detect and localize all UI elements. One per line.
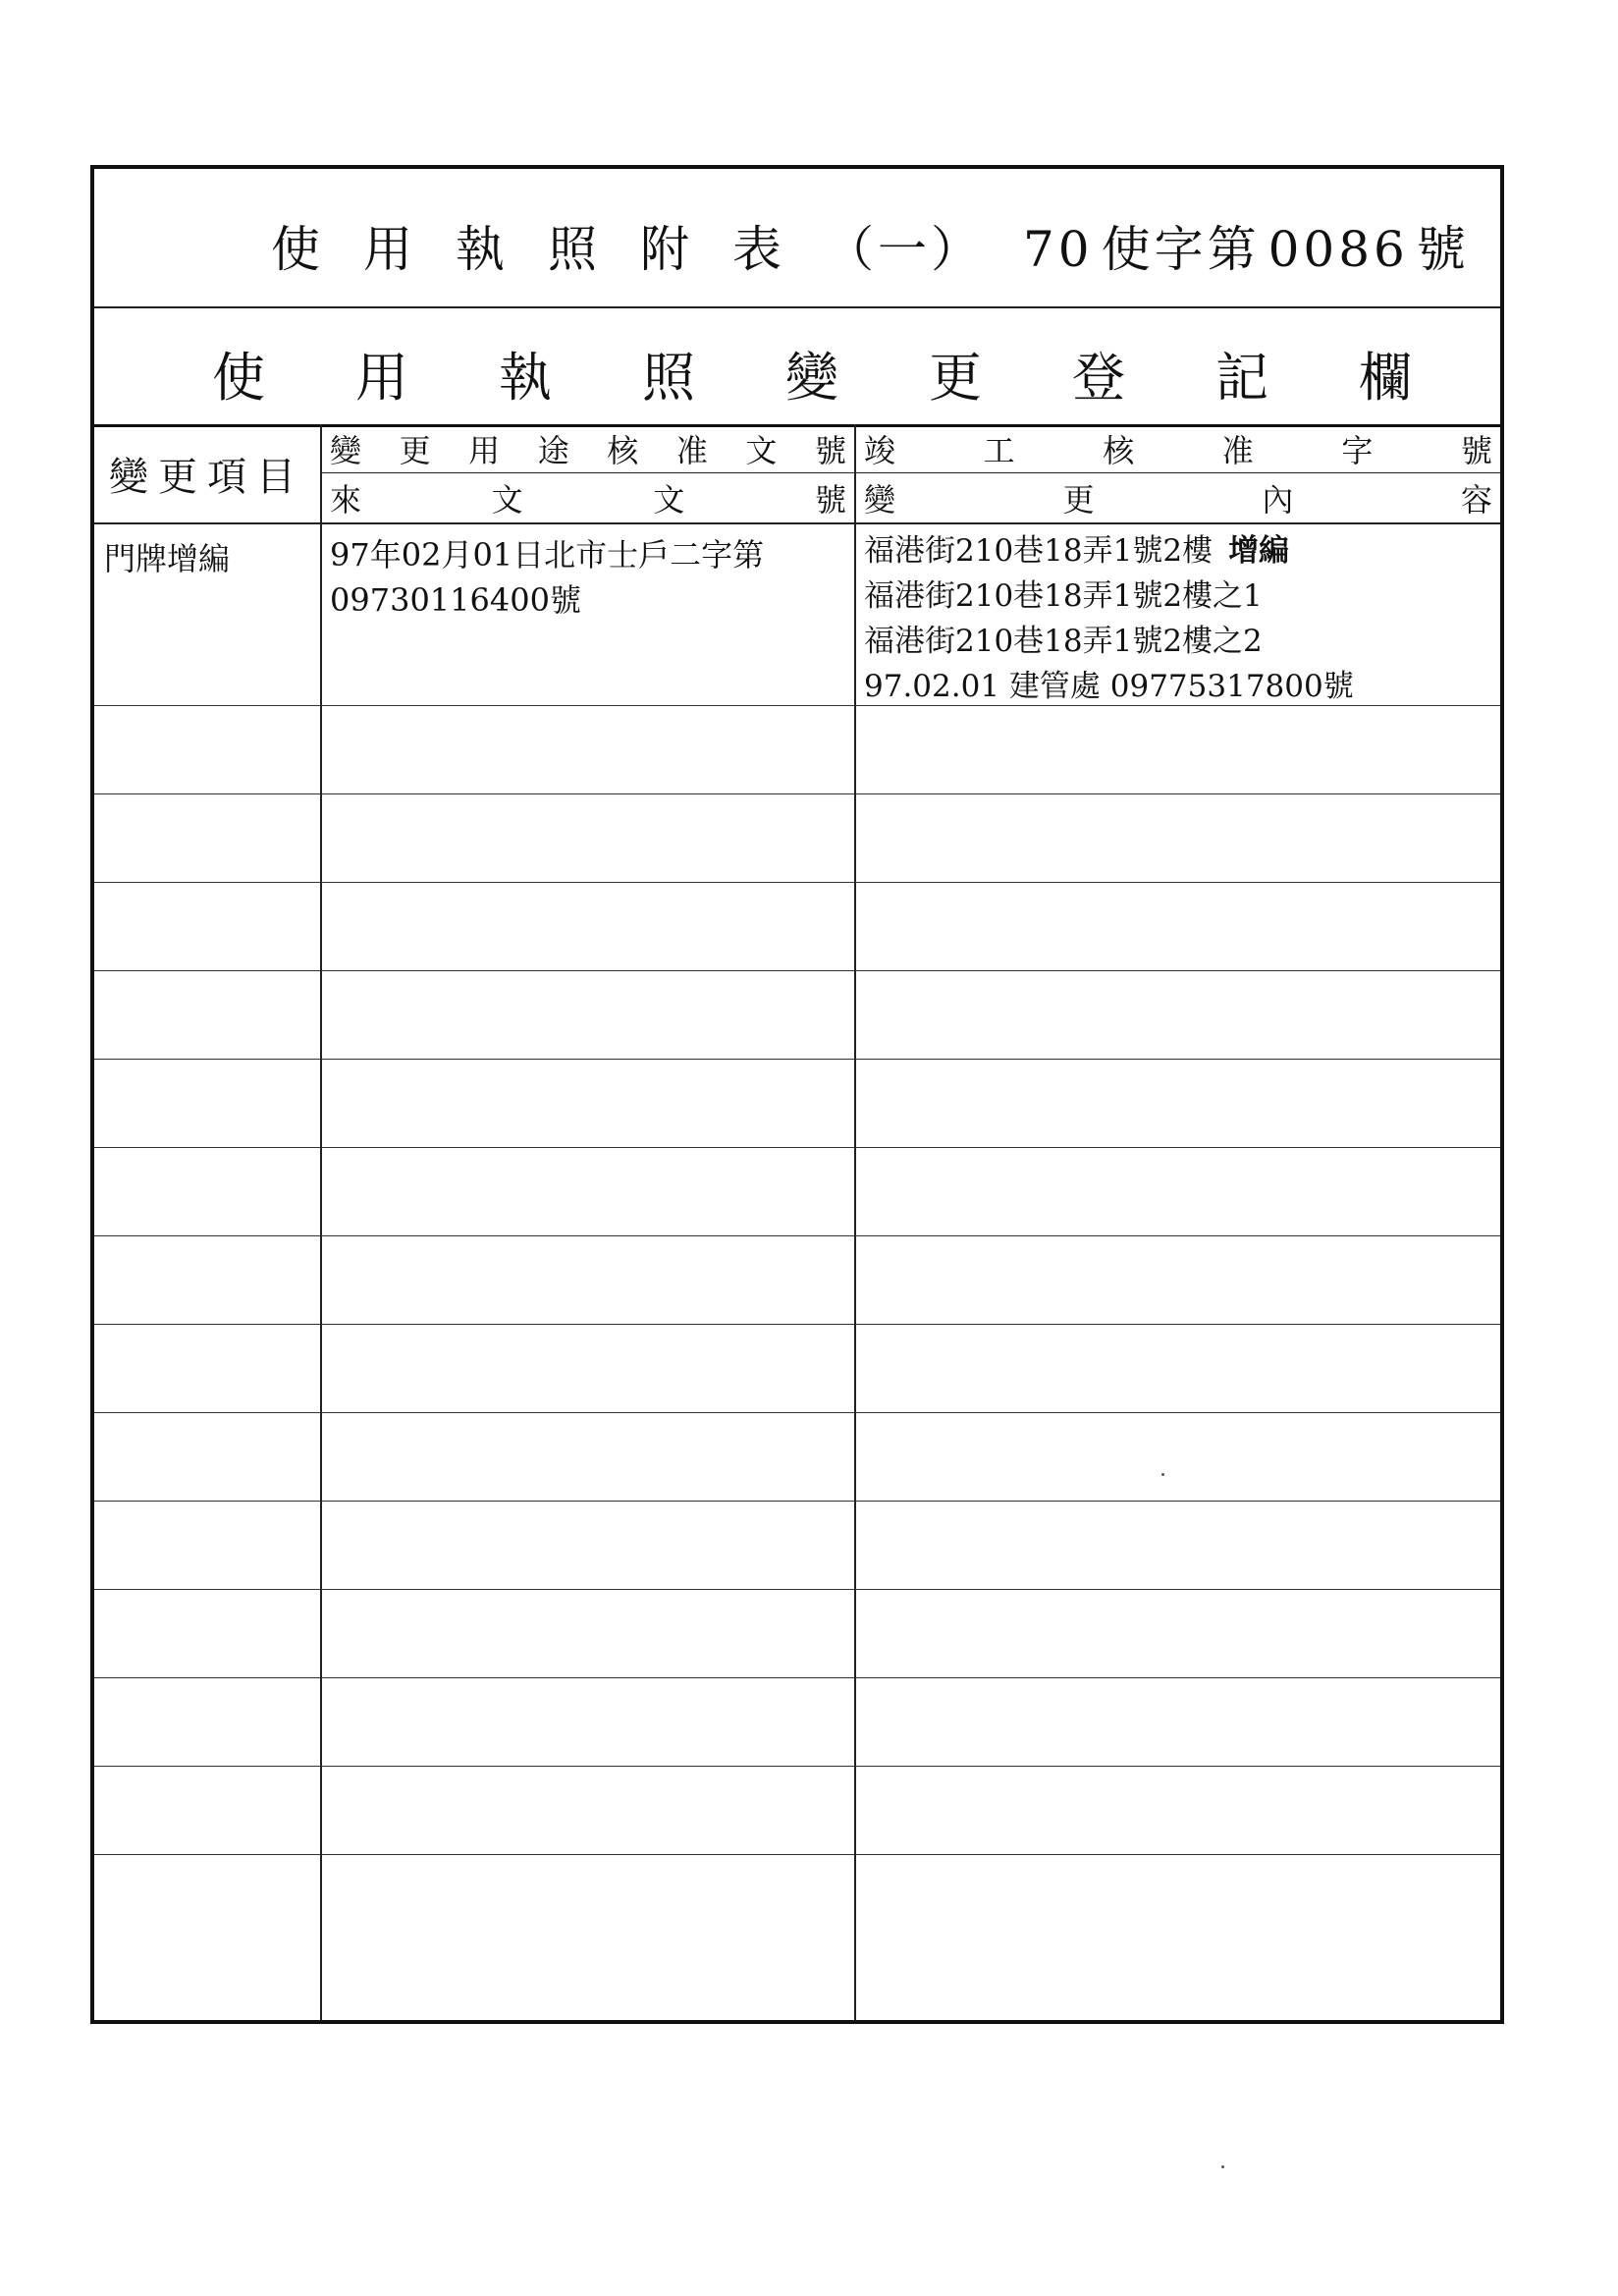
- empty-cell: [856, 1324, 1500, 1412]
- license-year: 70: [1023, 221, 1094, 278]
- empty-cell: [856, 970, 1500, 1059]
- empty-cell: [322, 1147, 856, 1235]
- content-line-text: 福港街210巷18弄1號2樓之1: [864, 578, 1263, 614]
- empty-cell: [856, 1766, 1500, 1854]
- table-row: [94, 705, 1500, 794]
- entry-approval: 97年02月01日北市士戶二字第09730116400號: [330, 536, 765, 619]
- section-heading-row: [94, 306, 1500, 427]
- empty-cell: [94, 1235, 322, 1324]
- empty-cell: [322, 1501, 856, 1589]
- header-char: 字: [1341, 431, 1374, 469]
- empty-cell: [322, 1766, 856, 1854]
- usage-license-form: [90, 165, 1504, 2024]
- entry-item: 門牌增編: [104, 540, 231, 577]
- empty-cell: [856, 1235, 1500, 1324]
- title-char: 用: [363, 221, 416, 278]
- table-row: [94, 1766, 1500, 1855]
- heading-char: 執: [499, 347, 552, 409]
- empty-cell: [856, 1501, 1500, 1589]
- header-completion-bottom: [856, 473, 1500, 522]
- title-char: 附: [640, 221, 693, 278]
- empty-cell: [856, 705, 1500, 793]
- entry-content-cell: [856, 522, 1500, 705]
- table-row: [94, 1854, 1500, 2020]
- table-row: [94, 793, 1500, 883]
- content-line: [864, 619, 1492, 664]
- header-char: 准: [1221, 431, 1254, 469]
- scan-speck: [1161, 1473, 1164, 1476]
- empty-cell: [94, 970, 322, 1059]
- heading-char: 變: [785, 347, 838, 409]
- empty-cell: [94, 1501, 322, 1589]
- content-line: [864, 574, 1492, 619]
- header-char: 途: [537, 431, 569, 469]
- table-row: [94, 1324, 1500, 1413]
- header-char: 容: [1460, 481, 1492, 519]
- title-char: 使: [271, 221, 324, 278]
- empty-cell: [94, 1059, 322, 1147]
- header-char: 變: [864, 481, 896, 519]
- table-row: [94, 1501, 1500, 1590]
- empty-cell: [94, 1766, 322, 1854]
- empty-cell: [322, 882, 856, 970]
- content-line: [864, 664, 1492, 709]
- title-char: 執: [456, 221, 509, 278]
- header-approval: [322, 424, 856, 522]
- heading-char: 更: [929, 347, 982, 409]
- table-row: [94, 1412, 1500, 1502]
- empty-cell: [322, 1854, 856, 2020]
- heading-char: 欄: [1359, 347, 1412, 409]
- header-char: 號: [814, 481, 846, 519]
- entry-approval-cell: [322, 522, 856, 705]
- empty-cell: [94, 1677, 322, 1766]
- table-row: [94, 882, 1500, 971]
- empty-cell: [322, 793, 856, 882]
- table-row: [94, 1235, 1500, 1325]
- form-title-row: [94, 169, 1500, 308]
- header-char: 內: [1262, 481, 1294, 519]
- heading-char: 登: [1072, 347, 1125, 409]
- table-row: [94, 970, 1500, 1060]
- header-char: 更: [1062, 481, 1095, 519]
- empty-cell: [94, 1412, 322, 1501]
- table-row: [94, 1147, 1500, 1236]
- header-char: 用: [468, 431, 501, 469]
- header-char: 文: [653, 481, 685, 519]
- empty-cell: [322, 1589, 856, 1677]
- empty-cell: [94, 1147, 322, 1235]
- empty-cell: [322, 705, 856, 793]
- empty-cell: [856, 1412, 1500, 1501]
- content-line-text: 97.02.01 建管處 09775317800號: [864, 669, 1354, 704]
- empty-cell: [94, 1589, 322, 1677]
- header-char: 准: [675, 431, 708, 469]
- header-char: 核: [1103, 431, 1135, 469]
- title-char: 使字第: [1101, 221, 1261, 278]
- heading-char: 用: [355, 347, 408, 409]
- empty-cell: [856, 1589, 1500, 1677]
- empty-cell: [94, 1324, 322, 1412]
- empty-cell: [322, 1412, 856, 1501]
- heading-char: 照: [642, 347, 695, 409]
- table-row: [94, 1589, 1500, 1678]
- empty-cell: [322, 1677, 856, 1766]
- content-line: [864, 528, 1492, 574]
- table-row: [94, 1059, 1500, 1148]
- table-row: [94, 1677, 1500, 1767]
- header-char: 核: [607, 431, 639, 469]
- table-row: [94, 522, 1500, 706]
- header-completion-top: [856, 424, 1500, 473]
- header-char: 來: [330, 481, 362, 519]
- empty-cell: [94, 1854, 322, 2020]
- column-header-row: [94, 424, 1500, 524]
- empty-cell: [322, 1324, 856, 1412]
- content-line-tag: 增編: [1228, 533, 1290, 569]
- title-char: （一）: [825, 221, 984, 278]
- header-char: 更: [399, 431, 431, 469]
- header-char: 文: [491, 481, 523, 519]
- scan-speck: [1221, 2165, 1224, 2168]
- section-heading: [212, 336, 1412, 411]
- header-char: 文: [745, 431, 778, 469]
- header-completion: [856, 424, 1500, 522]
- empty-cell: [856, 793, 1500, 882]
- header-item: 變更項目: [94, 424, 322, 522]
- empty-cell: [856, 1854, 1500, 2020]
- header-char: 號: [1460, 431, 1492, 469]
- empty-cell: [322, 1235, 856, 1324]
- title-char: 照: [548, 221, 601, 278]
- header-approval-top: [322, 424, 854, 473]
- header-char: 工: [983, 431, 1015, 469]
- empty-cell: [322, 1059, 856, 1147]
- header-approval-bottom: [322, 473, 854, 522]
- content-line-text: 福港街210巷18弄1號2樓: [864, 533, 1214, 569]
- form-title: [271, 210, 1478, 281]
- heading-char: 使: [212, 347, 265, 409]
- empty-cell: [94, 793, 322, 882]
- title-char: 表: [732, 221, 785, 278]
- empty-cell: [322, 970, 856, 1059]
- entry-item-cell: [94, 522, 322, 705]
- empty-cell: [856, 882, 1500, 970]
- heading-char: 記: [1215, 347, 1268, 409]
- title-char: 號: [1416, 221, 1470, 278]
- content-line-text: 福港街210巷18弄1號2樓之2: [864, 624, 1263, 659]
- header-char: 竣: [864, 431, 896, 469]
- header-char: 變: [330, 431, 362, 469]
- entry-content: [856, 522, 1500, 719]
- empty-cell: [856, 1147, 1500, 1235]
- empty-cell: [94, 705, 322, 793]
- header-char: 號: [814, 431, 846, 469]
- license-number: 0086: [1267, 221, 1409, 278]
- empty-cell: [856, 1059, 1500, 1147]
- empty-cell: [856, 1677, 1500, 1766]
- empty-cell: [94, 882, 322, 970]
